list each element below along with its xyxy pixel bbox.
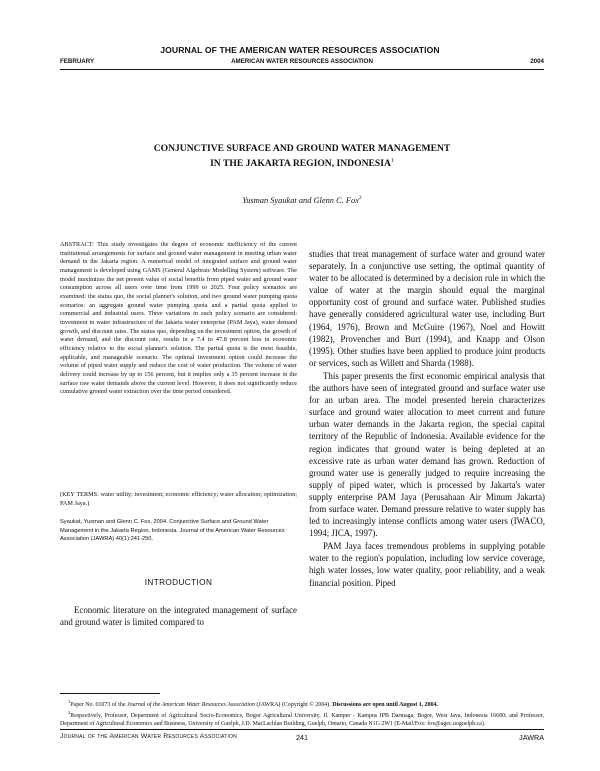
footnote-2 [60,709,544,728]
footer-journal: Journal of the American Water Resources Association [60,733,237,740]
citation: Syaukat, Yusman and Glenn C. Fox, 2004. Conjunctive Surface and Ground Water Management in the Jakarta Region, Indonesia. Journal of the American Water Resources Association (JAWRA) 40(1):241-250. [60,519,285,543]
key-terms: (KEY TERMS: water utility; investment; economic efficiency; water allocation; optimization; PAM Jaya.) [60,491,297,507]
title-footnote-mark: 1 [390,158,394,164]
author-footnote-mark: 2 [358,195,362,201]
section-heading-introduction: INTRODUCTION [144,578,213,587]
paper-title [60,143,544,170]
header-month: FEBRUARY [60,58,95,65]
title-line-2 [60,155,544,170]
footnote-rule [60,693,160,694]
footnote-1-post: (JAWRA) (Copyright © 2004). [254,701,333,708]
footnote-1-mark: 1 [68,699,71,704]
author-names: Yusman Syaukat and Glenn C. Fox [242,195,359,205]
footnote-2-mark: 2 [68,710,71,716]
body-paragraph-2: This paper presents the first economic empirical analysis that the authors have seen of integrated ground and surface water use for an urban area. The model presented herein characterizes surface and ground water allocation to meet current and future urban water demands in the Jakarta region, the special capital territory of the Republic of Indonesia. Available evidence for the region indicates that ground water is being depleted at an excessive rate as urban water demand has grown. Reduction of ground water use is generally judged to require increasing the supply of piped water, which is processed by Jakarta's water supply enterprise PAM Jaya (Perusahaan Air Minum Jakarta) from surface water. Demand pressure relative to water supply has led to increasingly intense conflicts among water users (IWACO, 1994; JICA, 1997). [309,370,545,539]
title-line-1: CONJUNCTIVE SURFACE AND GROUND WATER MANAGEMENT [153,143,451,154]
footnote-2-text: Respectively, Professor, Department of Agricultural Socio-Economics, Bogor Agricultural University, Jl. Kamper - Kampus IPB Darmaga, Bogor, West Java, Indonesia 16680; and Professor, Department of Agricultural Economics and Business, University of Guelph, J.D. MacLachlan Building, Guelph, Ontario, Canada N1G 2W1 (E-Mail/Fox: fox@agec.uoguelph.ca). [60,713,544,728]
body-paragraph-1: studies that treat management of surface water and ground water separately. In a conjunctive use setting, the optimal quantity of water to be allocated is determined by a decision rule in which the value of water at the margin should equal the marginal opportunity cost of ground and surface water. Published studies have generally considered agricultural water use, including Burt (1964, 1976), Brown and McGuire (1967), Noel and Howitt (1982), Provencher and Burt (1994), and Knapp and Olson (1995). Other studies have been applied to produce joint products or services, such as Willett and Sharda (1988). [309,249,545,368]
running-header-journal: JOURNAL OF THE AMERICAN WATER RESOURCES ASSOCIATION [160,45,440,55]
footer-page-number: 241 [296,733,308,742]
body-paragraph-3: PAM Jaya faces tremendous problems in supplying potable water to the region's population, including low service coverage, high water losses, low water quality, poor reliability, and a weak financial position. Piped [309,541,545,588]
footnote-1 [60,698,544,709]
introduction-paragraph: Economic literature on the integrated management of surface and ground water is limited compared to [60,605,297,627]
footer-abbrev: JAWRA [519,733,544,742]
header-year: 2004 [530,58,544,65]
footnote-1-journal: Journal of the American Water Resources Association [126,701,255,708]
title-line-2-text: IN THE JAKARTA REGION, INDONESIA [210,158,391,170]
footer-rule [60,729,544,730]
paper-authors [60,195,544,205]
right-column [309,248,545,590]
header-association: AMERICAN WATER RESOURCES ASSOCIATION [231,58,373,65]
abstract: ABSTRACT: This study investigates the degree of economic inefficiency of the current institutional arrangements for surface and ground water management in meeting urban water demand in the Jakarta region. A numerical model of integrated surface and ground water management is developed using GAMS (General Algebraic Modelling System) software. The model maximizes the net present value of social benefits from piped water and ground water consumption across all users over time from 1999 to 2025. Four policy scenarios are examined: the status quo, the social planner's solution, and two ground water pumping quota scenarios: an aggregate ground water pumping quota and a partial quota applied to commercial and industrial users. Three variations in each policy scenario are considered: investment in water infrastructure of the Jakarta water enterprise (PAM Jaya), water demand growth, and discount rates. The status quo, depending on the investment option, the growth of water demand, and the discount rate, results in a 7.4 to 47.8 percent loss in economic efficiency relative to the social planner's solution. The partial quota is the most feasible, applicable, and manageable scenario. The optimal investment option could increase the volume of piped water supply and reduce the cost of water production. The volume of water delivery could increase by up to 156 percent, but it implies only a 35 percent increase in the surface raw water demands above the current level. However, it does not significantly reduce cumulative ground water extraction over the time period considered. [60,241,297,396]
footnote-1-discussion: Discussions are open until August 1, 2004. [332,701,439,708]
header-rule [60,69,544,70]
footnotes [60,698,544,729]
footnote-1-pre: Paper No. 01073 of the [70,701,127,708]
